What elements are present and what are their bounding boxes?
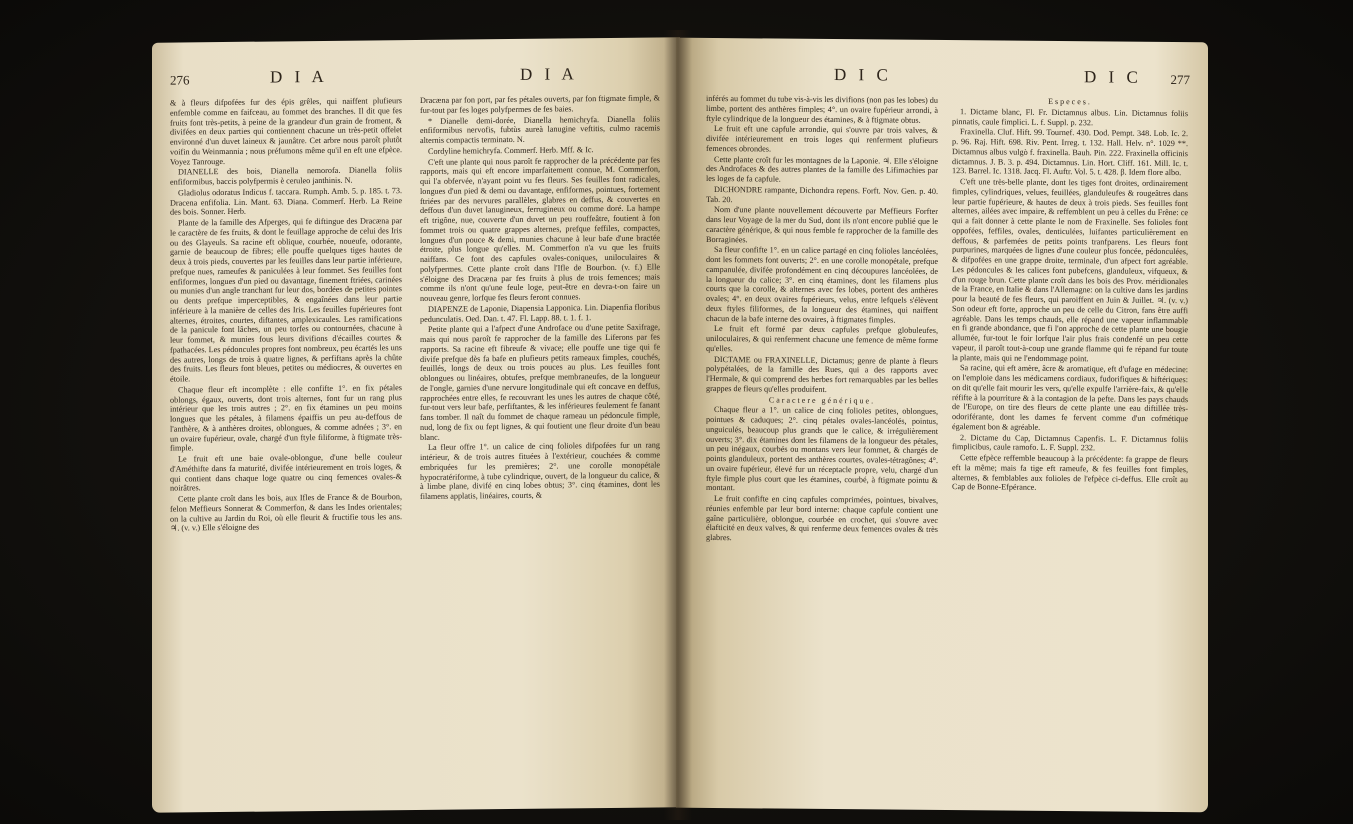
running-head-left: D I A — [270, 66, 328, 87]
entry-heading: 2. Dictame du Cap, Dictamnus Capenfis. L. F. Dictamnus foliis fimplicibus, caule ramofo. L. F. Suppl. 232. — [952, 432, 1188, 453]
entry-heading: DIAPENZE de Laponie, Diapensia Lapponica. Lin. Diapenfia floribus pedunculatis. Oed. Dan. t. 47. Fl. Lapp. 88. t. 1. f. 1. — [420, 302, 660, 324]
section-heading: Caractere générique. — [768, 394, 876, 405]
paragraph: Fraxinella. Cluf. Hift. 99. Tournef. 430. Dod. Pempt. 348. Lob. Ic. 2. p. 96. Raj. Hift. 698. Riv. Pent. Irreg. t. 132. Hall. Helv. n°. 1029 **. Dictamnus albus vulgò f. fraxinella. Bauh. Pin. 222. Fraxinella officinis dictamnus. J. B. 3. p. 494. Dictamnus. Lin. Hort. Cliff. 161. Mill. Ic. t. 123. Barrel. Ic. 1318. Jacq. Fl. Auftr. Vol. 5. t. 428. β. Idem flore albo. — [952, 127, 1188, 178]
left-page-column-2 — [420, 93, 660, 802]
right-page-column-2 — [952, 96, 1188, 804]
running-head-right: D I A — [520, 64, 578, 84]
paragraph: Cette efpèce reffemble beaucoup à la précédente: fa grappe de fleurs eft la même; mais fa tige eft rameufe, & fes feuilles font fimples, alternes, & femblables aux folioles de l'efpèce ci-deffus. Elle croît au Cap de Bonne-Efpérance. — [952, 453, 1188, 493]
paragraph: Chaque fleur a 1°. un calice de cinq folioles petites, oblongues, pointues & caduques; 2°. cinq pétales ovales-lancéolés, pointus, unguiculés, beaucoup plus grands que le calice, & irrégulièrement ouverts; 3°. dix étamines dont les filamens de la longueur des pétales, un peu inégaux, courbés ou montans vers leur fommet, & chargés de points glanduleux, portent des anthères courtes, ovales-tétragônes; 4°. un ovaire fupérieur, élevé fur un réceptacle propre, velu, chargé d'un ftyle fimple plus court que les étamines, courbé, à ftigmate pointu & montant. — [706, 405, 938, 493]
entry-heading: * Dianelle demi-dorée, Dianella hemichryfa. Dianella foliis enfiformibus nervofis, fubtùs aureà lanugine veftitis, culmo racemis alternis compactis terminato. N. — [420, 113, 660, 145]
entry-heading: DICTAME ou FRAXINELLE, Dictamus; genre de plante à fleurs polypétalées, de la famille des Rues, qui a des rapports avec l'Hermale, & qui comprend des herbes fort remarquables par les belles grappes de fleurs qu'elles produifent. — [706, 354, 938, 394]
left-page — [152, 37, 680, 813]
paragraph: Cordyline hemichryfa. Commerf. Herb. Mff. & Ic. — [428, 144, 594, 156]
right-page-header — [694, 64, 1190, 92]
page-number: 276 — [170, 72, 190, 88]
entry-heading: DIANELLE des bois, Dianella nemorofa. Dianella foliis enfiformibus, baccis polyfpermis è ceruleo janthinis. N. — [170, 165, 402, 187]
paragraph: Petite plante qui a l'afpect d'une Androface ou d'une petite Saxifrage, mais qui nous paroît fe rapprocher de la famille des Liferons par fes rapports. Sa racine eft fibreufe & vivace; elle pouffe une tige qui fe divife prefque dès fa bafe en plufieurs petits rameaux fimples, couchés, feuillés, longs de deux ou trois pouces au plus. Les feuilles font oblongues ou linéaires, obtufes, prefque membraneufes, de la longueur de l'ongle, garnies d'une nervure longitudinale qui eft concave en deffus, rapprochées entre elles, fe recouvrant les unes les autres de chaque côté, fur-tout vers leur bafe, perfiftantes, & les inférieures feulement fe fanant fans tomber. Il naît du fommet de chaque rameau un pédoncule fimple, nud, long de fix ou fept lignes, & qui foutient une fleur droite d'un beau blanc. — [420, 322, 660, 442]
paragraph: Chaque fleur eft incomplète : elle confifte 1°. en fix pétales oblongs, égaux, ouverts, dont trois alternes, font fur un rang plus intérieur que les trois autres ; 2°. en fix étamines un peu moins longues que les pétales, à filamens épaiffis un peu au-deffous de l'anthère, & à anthères droites, oblongues, & comme adnées ; 3°. en un ovaire fupérieur, ovale, chargé d'un ftyle filiforme, à ftigmate très-fimple. — [170, 382, 402, 453]
paragraph: & à fleurs difpofées fur des épis grêles, qui naiffent plufieurs enfemble comme en faifceau, au fommet des branches. Il dit que fes fruits font très-petits, à peine de la grandeur d'un grain de froment, & divifées en deux parties qui contiennent chacune un très-petit offelet environné d'un duvet laineux & jaunâtre. Cet arbre nous paroît plutôt voifin du Weinmannia ; nous préfumons même qu'il en eft une efpèce. Voyez Tanrouge. — [170, 96, 402, 167]
paragraph: Le fruit eft une baie ovale-oblongue, d'une belle couleur d'Améthifte dans fa maturité, divifée intérieurement en trois loges, & qui contient dans chaque loge quatre ou cinq femences ovales-& noirâtres. — [170, 452, 402, 493]
paragraph: Gladiolus odoratus Indicus f. taccara. Rumph. Amb. 5. p. 185. t. 73. Dracena enfifolia. Lin. Mant. 63. Diana. Commerf. Herb. La Reine des bois. Sonner. Herb. — [170, 185, 402, 217]
paragraph: Le fruit confifte en cinq capfules comprimées, pointues, bivalves, réunies enfemble par leur bord interne: chaque capfule contient une gaîne particulière, oblongue, courbée en crochet, qui s'ouvre avec élafticité en deux valves, & qui renferme deux femences ovales & très glabres. — [706, 494, 938, 543]
section-heading: Especes. — [1048, 96, 1092, 107]
paragraph: Dracæna par fon port, par fes pétales ouverts, par fon ftigmate fimple, & fur-tout par fes loges polyfpermes de fes baies. — [420, 93, 660, 115]
paragraph: La fleur offre 1°. un calice de cinq folioles difpofées fur un rang intérieur, & de trois autres fituées à l'extérieur, couchées & comme embriquées fur les premières; 2°. une corolle monopétale hypocratériforme, à tube cylindrique, ouvert, de la longueur du calice, & à limbe plane, divifé en cinq lobes obtus; 3°. cinq étamines, dont les filamens applatis, linéaires, courts, & — [420, 440, 660, 501]
right-page-column-1 — [706, 94, 938, 802]
running-head-left: D I C — [834, 65, 892, 85]
entry-heading: 1. Dictame blanc, Fl. Fr. Dictamnus albus. Lin. Dictamnus foliis pinnatis, caule fimplici. L. f. Suppl. p. 232. — [952, 106, 1188, 127]
page-number: 277 — [1170, 71, 1190, 88]
paragraph: Sa fleur confifte 1°. en un calice partagé en cinq folioles lancéolées, dont les fommets font ouverts; 2°. en une corolle monopétale, prefque campanulée, divifée profondément en cinq découpures lancéolées, de la longueur du calice; 3°. en cinq étamines, dont les filamens plus courts que la corolle, & alternes avec fes lobes, portent des anthères ovales; 4°. en deux ovaires fupérieurs, velus, entre lefquels s'élèvent deux ftyles filiformes, de la longueur des étamines, qui naiffent chacun de la bafe interne des ovaires, à ftigmates fimples. — [706, 245, 938, 325]
left-page-header — [170, 63, 662, 92]
left-page-column-1 — [170, 96, 402, 804]
paragraph: C'eft une très-belle plante, dont les tiges font droites, ordinairement fimples, cylindriques, velues, feuillées, glanduleufes & rougeâtres dans leur partie fupérieure, & hautes de deux à trois pieds. Ses feuilles font alternes, ailées avec impaire, & reffemblent un peu à celles du Frêne: ce qui a fait donner à cette plante le nom de Fraxinelle. Ses folioles font oppofées, feffiles, ovales, denticulées, luifantes particulièrement en deffous, & parfemées de petits points tranfparens. Les fleurs font purpurines, marquées de lignes d'une couleur plus foncée, pédonculées, & difpofées en une grappe droite, terminale, d'un afpect fort agréable. Les pédoncules & les calices font pubefcens, glanduleux, vifqueux, & d'un rouge brun. Cette plante croît dans les bois des Prov. méridionales de la France, en Italie & dans l'Allemagne: on la cultive dans les jardins pour la beauté de fes fleurs, qui paroiffent en Juin & Juillet. ♃. (v. v.) Son odeur eft forte, approche un peu de celle du Citron, fans être auffi agréable. Dans les temps chauds, elle répand une vapeur inflammable en fi grande abondance, que fi l'on approche de cette plante une bougie allumée, fur-tout le foir lorfque l'air plus frais condenfé un peu cette vapeur, il paroît tout-à-coup une grande flamme qui fe répand fur toute la plante, mais qui ne l'endommage point. — [952, 177, 1188, 363]
paragraph: Plante de la famille des Afperges, qui fe diftingue des Dracæna par le caractère de fes fruits, & dont le feuillage approche de celui des Iris ou des Glayeuls. Sa racine eft oblique, courbée, noueufe, odorante, garnie de beaucoup de fibres; elle pouffe quelques tiges hautes de deux à trois pieds, couvertes par les feuilles dans leur partie inférieure, prefque nues, rameufes & paniculées à leur fommet. Ses feuilles font enfiformes, longues d'un pied ou davantage, finement ftriées, carinées ou munies d'un angle tranchant fur leur dos, bordées de petites pointes ou dents prefque imperceptibles, & engaînées dans leur partie inférieure à la manière de celles des Iris. Les feuilles fupérieures font alternes, étroites, courtes, diftantes, amplexicaules. Les ramifications de la panicule font lâches, un peu torfes ou contournées, chacune à leur fommet, & munies fous leurs divifions d'écailles courtes & fpathacées. Les pédoncules propres font nombreux, peu écartés les uns des autres, longs de trois à quatre lignes, & perfiftans après la chûte des fruits. Les fleurs font bleues, petites ou médiocres, & ouvertes en étoile. — [170, 216, 402, 384]
paragraph: Sa racine, qui eft amère, âcre & aromatique, eft d'ufage en médecine: on l'emploie dans les médicamens cordiaux, fudorifiques & hiftériques: on dit qu'elle fait mourir les vers, qu'elle expulfe l'arrière-faix, & qu'elle réfifte à la pourriture & à la contagion de la pefte. Dans les pays chauds de l'Europe, on tire des fleurs de cette plante une eau diftillée très-odoriférante, dont les dames fe fervent comme d'un cofmétique également bon & agréable. — [952, 363, 1188, 432]
right-page — [676, 38, 1208, 813]
paragraph: Le fruit eft une capfule arrondie, qui s'ouvre par trois valves, & divifée intérieurement en trois loges qui renferment plufieurs femences obrondes. — [706, 124, 938, 154]
paragraph: Nom d'une plante nouvellement découverte par Meffieurs Forfter dans leur Voyage de la mer du Sud, dont ils n'ont encore publié que le caractère générique, & qui nous femble fe rapprocher de la famille des Borraginées. — [706, 205, 938, 244]
paragraph: Le fruit eft formé par deux capfules prefque globuleufes, uniloculaires, & qui renferment chacune une femence de même forme qu'elles. — [706, 324, 938, 353]
paragraph: Cette plante croît dans les bois, aux Ifles de France & de Bourbon, felon Meffieurs Sonnerat & Commerfon, & dans les Indes orientales; on la cultive au Jardin du Roi, où elle fleurit & fructifie tous les ans. ♃. (v. v.) Elle s'éloigne des — [170, 492, 402, 533]
paragraph: Cette plante croît fur les montagnes de la Laponie. ♃. Elle s'éloigne des Androfaces & des autres plantes de la famille des Lifimachies par les loges de fa capfule. — [706, 154, 938, 184]
running-head-right: D I C — [1084, 67, 1142, 87]
paragraph: C'eft une plante qui nous paroît fe rapprocher de la précédente par fes rapports, mais qui eft encore imparfaitement connue, M. Commerfon, qui l'a obfervée, n'ayant point vu fes fleurs. Ses feuilles font radicales, longues d'un pied & demi ou davantage, enfiformes, pointues, fortement ftriées par des nervures parallèles, glabres en deffus, & couvertes en deffous d'un duvet lanugineux, ferrugineux ou comme doré. La hampe eft trigône, nue, couverte d'un duvet un peu rouffeâtre, foutient à fon fommet trois ou quatre grappes alternes, prefque feffiles, compactes, longues d'un pouce & demi, munies chacune à leur bafe d'une bractée étroite, plus longue qu'elles. M. Commerfon n'a vu que les fruits naiffans. Ce font des capfules ovales-coniques, uniloculaires & polyfpermes. Cette plante croît dans l'Ifle de Bourbon. (v. f.) Elle s'éloigne des Dracæna par fes fruits à plus de trois femences; mais comme ils n'ont qu'une feule loge, peut-être en devra-t-on faire un nouveau genre, lorfque fes fleurs feront connues. — [420, 154, 660, 303]
paragraph: inférés au fommet du tube vis-à-vis les divifions (non pas les lobes) du limbe, portent des anthères fimples; 4°. un ovaire fupérieur arrondi, à ftyle cylindrique de la longueur des étamines, & à ftigmate obtus. — [706, 93, 938, 125]
entry-heading: DICHONDRE rampante, Dichondra repens. Forft. Nov. Gen. p. 40. Tab. 20. — [706, 184, 938, 204]
